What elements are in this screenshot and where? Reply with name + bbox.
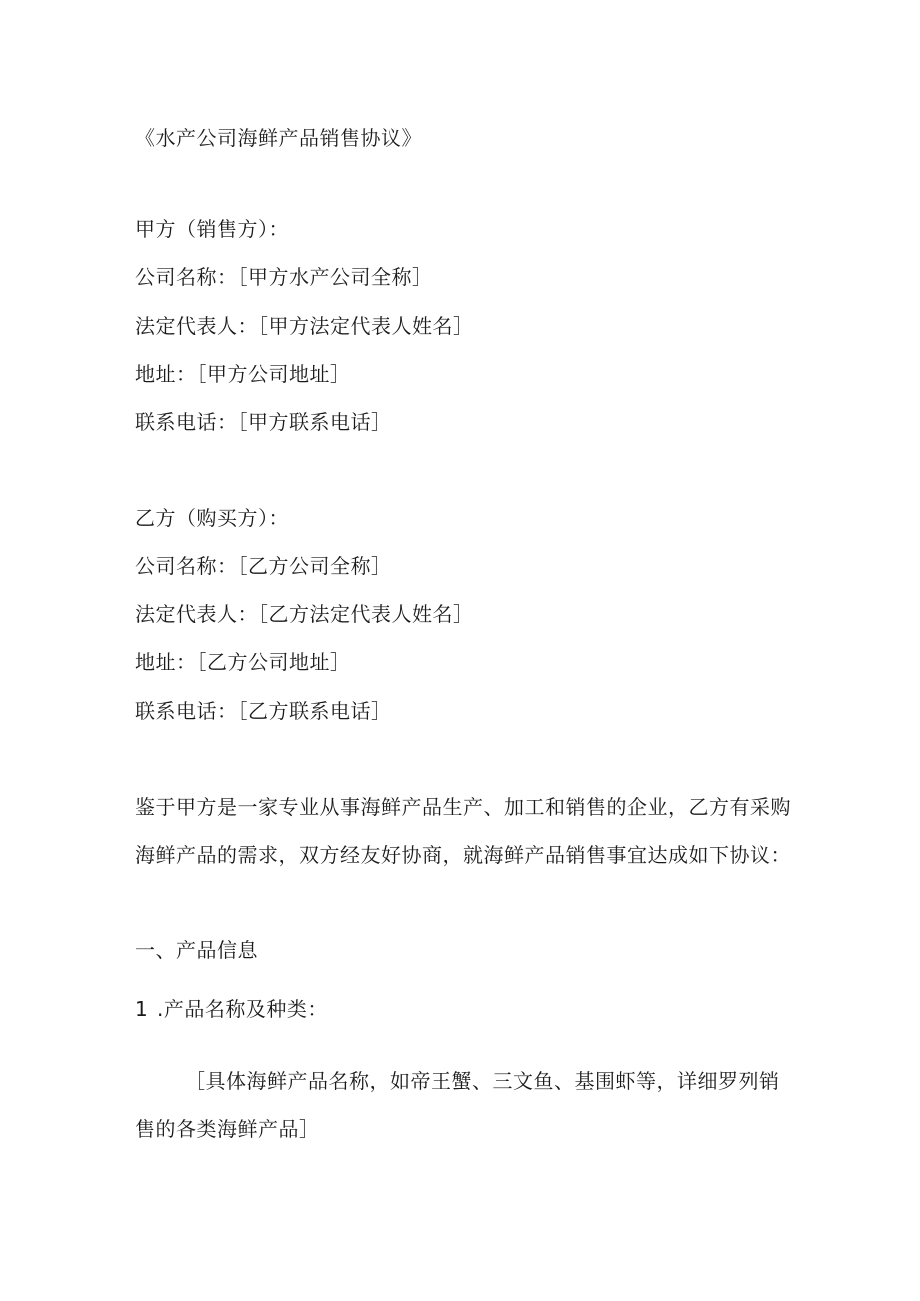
party-a-address: 地址：［甲方公司地址］ — [135, 362, 351, 386]
preamble-line-2: 海鲜产品的需求，双方经友好协商，就海鲜产品销售事宜达成如下协议： — [135, 843, 791, 867]
item-1-body-line-1: ［具体海鲜产品名称，如帝王蟹、三文鱼、基围虾等，详细罗列销 — [185, 1069, 780, 1093]
party-b-phone: 联系电话：［乙方联系电话］ — [135, 699, 392, 723]
item-1-heading — [135, 995, 328, 1023]
party-a-company: 公司名称：［甲方水产公司全称］ — [135, 265, 433, 289]
party-b-representative: 法定代表人：［乙方法定代表人姓名］ — [135, 602, 474, 626]
party-a-representative: 法定代表人：［甲方法定代表人姓名］ — [135, 314, 474, 338]
party-b-company: 公司名称：［乙方公司全称］ — [135, 554, 392, 578]
party-b-address: 地址：［乙方公司地址］ — [135, 650, 351, 674]
document-title: 《水产公司海鲜产品销售协议》 — [135, 126, 422, 150]
item-1-number: 1 — [135, 997, 149, 1021]
section-1-heading: 一、产品信息 — [135, 938, 258, 962]
item-1-body-line-2: 售的各类海鲜产品］ — [135, 1117, 320, 1141]
party-a-heading: 甲方（销售方）： — [135, 217, 289, 241]
item-1-label: .产品名称及种类： — [157, 997, 328, 1021]
party-b-heading: 乙方（购买方）： — [135, 506, 289, 530]
preamble-line-1: 鉴于甲方是一家专业从事海鲜产品生产、加工和销售的企业，乙方有采购 — [135, 795, 791, 819]
party-a-phone: 联系电话：［甲方联系电话］ — [135, 410, 392, 434]
